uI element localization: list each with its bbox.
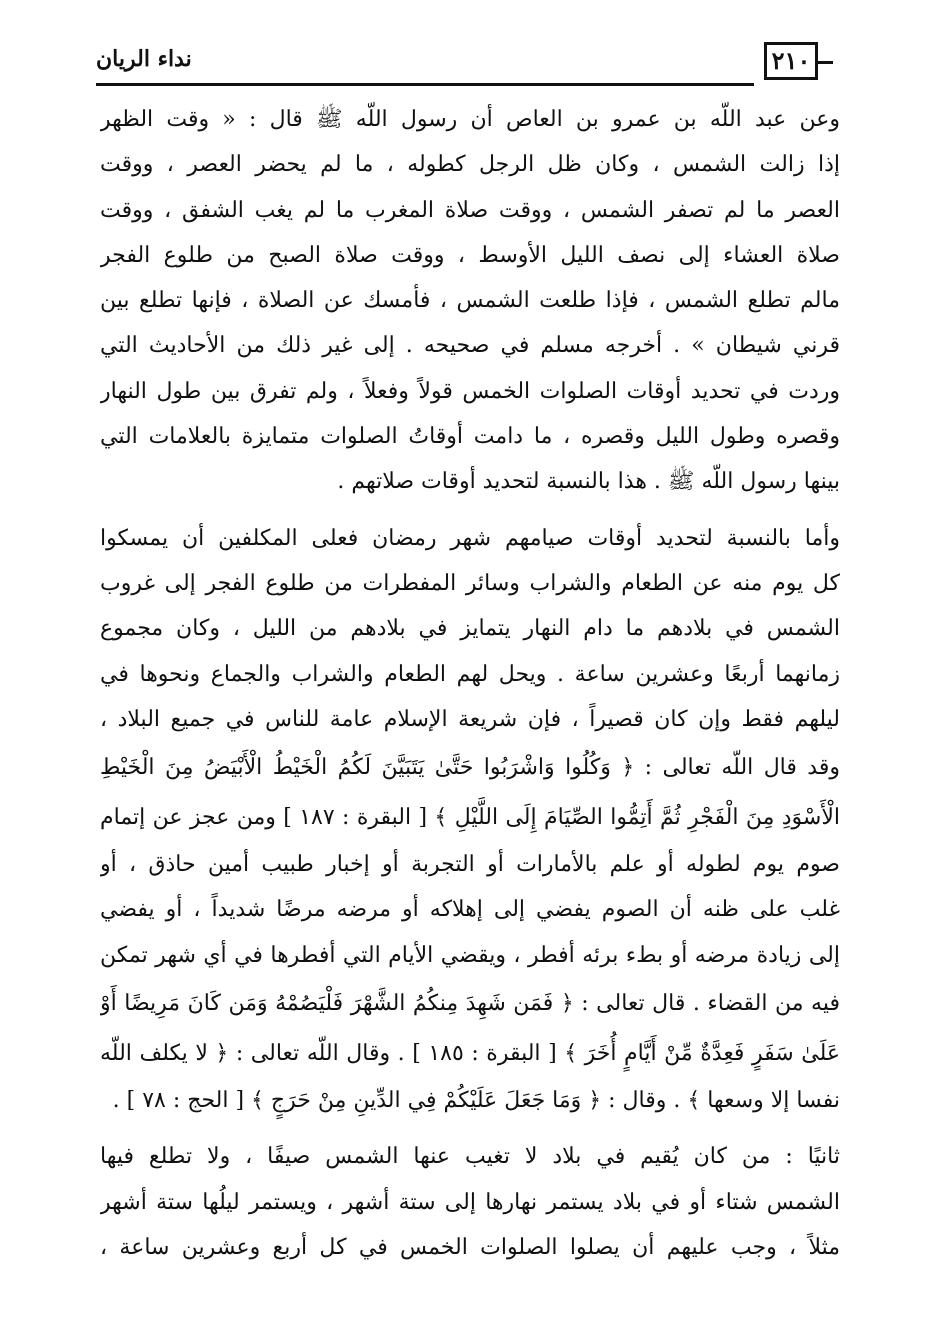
- text-line: ثانيًا : من كان يُقيم في بلاد لا تغيب عنها الشمس صيفًا ، ولا تطلع فيها: [100, 1144, 840, 1170]
- paragraph: [100, 1135, 840, 1271]
- quran-verse-line: وقد قال اللّه تعالى : ﴿ وَكُلُوا وَاشْرَبُوا حَتَّىٰ يَتَبَيَّنَ لَكُمُ الْخَيْطُ الْأَبْيَضُ مِنَ الْخَيْطِ: [100, 755, 840, 781]
- text-line: إلى زيادة مرضه أو بطء برئه أفطر ، ويقضي الأيام التي أفطرها في أي شهر تمكن: [100, 942, 840, 968]
- page-number: ٢١٠: [764, 42, 818, 80]
- text-line: زمانهما أربعًا وعشرين ساعة . ويحل لهم الطعام والشراب والجماع ونحوها في: [100, 661, 840, 687]
- text-line: صوم يوم لطوله أو علم بالأمارات أو التجربة أو إخبار طبيب أمين حاذق ، أو: [100, 852, 840, 878]
- header-rule: [96, 83, 754, 86]
- text-line: ليلهم فقط وإن كان قصيراً ، فإن شريعة الإسلام عامة للناس في جميع البلاد ،: [100, 706, 840, 732]
- text-line: العصر ما لم تصفر الشمس ، ووقت صلاة المغرب ما لم يغب الشفق ، ووقت: [100, 197, 840, 223]
- text-line: وردت في تحديد أوقات الصلوات الخمس قولاً وفعلاً ، ولم تفرق بين طول النهار: [100, 378, 840, 404]
- text-line: مالم تطلع الشمس ، فإذا طلعت الشمس ، فأمسك عن الصلاة ، فإنها تطلع بين: [100, 288, 840, 314]
- page-body: [100, 98, 840, 1271]
- quran-verse-line: عَلَىٰ سَفَرٍ فَعِدَّةٌ مِّنْ أَيَّامٍ أُخَرَ ﴾ [ البقرة : ١٨٥ ] . وقال اللّه تعالى : ﴿ لا يكلف اللّه: [100, 1041, 840, 1067]
- quran-verse-line: فيه من القضاء . قال تعالى : ﴿ فَمَن شَهِدَ مِنكُمُ الشَّهْرَ فَلْيَصُمْهُ وَمَن كَانَ مَرِيضًا أَوْ: [100, 991, 840, 1017]
- text-line: مثلاً ، وجب عليهم أن يصلوا الصلوات الخمس في كل أربع وعشرين ساعة ،: [100, 1234, 840, 1260]
- text-line: غلب على ظنه أن الصوم يفضي إلى إهلاكه أو مرضه مرضًا شديداً ، أو يفضي: [100, 897, 840, 923]
- running-header: [96, 30, 844, 86]
- text-line: وأما بالنسبة لتحديد أوقات صيامهم شهر رمضان فعلى المكلفين أن يمسكوا: [100, 525, 840, 551]
- text-line: وعن عبد اللّه بن عمرو بن العاص أن رسول اللّه ﷺ قال : « وقت الظهر: [100, 107, 840, 132]
- text-line: كل يوم منه عن الطعام والشراب وسائر المفطرات من طلوع الفجر إلى غروب: [100, 570, 840, 596]
- text-line: الشمس في بلادهم ما دام النهار يتمايز في بلادهم من الليل ، وكان مجموع: [100, 616, 840, 642]
- paragraph: [100, 517, 840, 1125]
- paragraph: [100, 98, 840, 506]
- quran-verse-line: الْأَسْوَدِ مِنَ الْفَجْرِ ثُمَّ أَتِمُّوا الصِّيَامَ إِلَى اللَّيْلِ ﴾ [ البقرة : ١٨٧ ] ومن عجز عن إتمام: [100, 805, 840, 831]
- text-line: الشمس شتاء أو في بلاد يستمر نهارها إلى ستة أشهر ، ويستمر ليلُها ستة أشهر: [100, 1189, 840, 1215]
- text-line: قرني شيطان » . أخرجه مسلم في صحيحه . إلى غير ذلك من الأحاديث التي: [100, 333, 840, 359]
- text-line: وقصره وطول الليل وقصره ، ما دامت أوقاتُ الصلوات متمايزة بالعلامات التي: [100, 424, 840, 450]
- text-line: بينها رسول اللّه ﷺ . هذا بالنسبة لتحديد أوقات صلاتهم .: [337, 469, 840, 495]
- text-line: صلاة العشاء إلى نصف الليل الأوسط ، ووقت صلاة الصبح من طلوع الفجر: [100, 242, 840, 268]
- book-title: نداء الريان: [96, 46, 192, 72]
- quran-verse-line: نفسا إلا وسعها ﴾ . وقال : ﴿ وَمَا جَعَلَ عَلَيْكُمْ فِي الدِّينِ مِنْ حَرَجٍ ﴾ [ الحج : ٧٨ ] .: [112, 1088, 840, 1114]
- text-line: إذا زالت الشمس ، وكان ظل الرجل كطوله ، ما لم يحضر العصر ، ووقت: [100, 152, 840, 178]
